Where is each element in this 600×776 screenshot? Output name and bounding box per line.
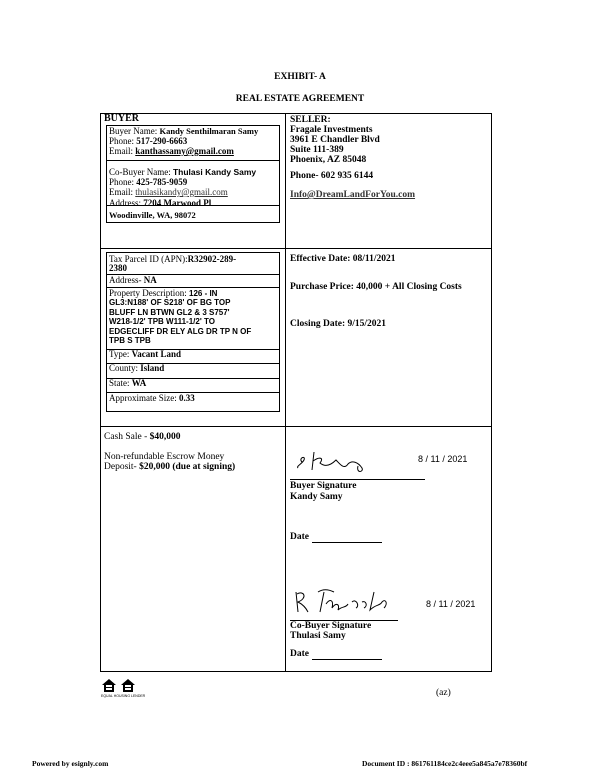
cash-sale-label: Cash Sale -: [104, 432, 148, 442]
apn-line: [109, 254, 236, 264]
property-description-4: W218-1/2' TPB W111-1/2' TO: [109, 317, 215, 326]
initials: (az): [436, 688, 451, 698]
equal-housing-lender-text: EQUAL HOUSING LENDER: [101, 694, 146, 698]
equal-housing-opportunity-icon: [121, 679, 135, 692]
size-value: 0.33: [178, 393, 195, 403]
buyer-phone-label: Phone:: [109, 136, 135, 146]
property-address-line: [109, 275, 157, 285]
cobuyer-signature-image: [290, 584, 400, 618]
buyer-heading: BUYER: [104, 113, 140, 124]
size-label: Approximate Size:: [109, 393, 177, 403]
county-label: County:: [109, 363, 139, 373]
apn-label: Tax Parcel ID (APN):: [109, 254, 188, 264]
cobuyer-name-label: Co-Buyer Name:: [109, 167, 171, 177]
buyer-name-line: [109, 126, 258, 136]
property-description-text: [109, 298, 251, 346]
cobuyer-name-value: Thulasi Kandy Samy: [172, 167, 257, 177]
type-value: Vacant Land: [131, 349, 182, 359]
escrow-deposit-label: Deposit-: [104, 462, 137, 472]
buyer-signature-label: Buyer Signature: [290, 481, 357, 491]
buyer-name-value: Kandy Senthilmaran Samy: [159, 126, 259, 136]
buyer-address-label: Address:: [109, 198, 141, 208]
seller-city: Phoenix, AZ 85048: [290, 155, 367, 165]
effective-date: Effective Date: 08/11/2021: [290, 254, 396, 264]
type-line: [109, 349, 181, 359]
buyer-email-line: [109, 146, 234, 156]
closing-date: Closing Date: 9/15/2021: [290, 319, 387, 329]
state-label: State:: [109, 378, 130, 388]
cobuyer-phone-line: [109, 177, 187, 187]
purchase-price: Purchase Price: 40,000 + All Closing Costs: [290, 282, 462, 292]
buyer-address-line: [109, 198, 211, 208]
buyer-address-value: 7204 Marwood Pl: [143, 198, 212, 208]
table-column-divider: [285, 113, 286, 672]
cobuyer-signature-name: Thulasi Samy: [290, 631, 346, 641]
apn-value-1: R32902-289-: [187, 254, 237, 264]
buyer-signature-name: Kandy Samy: [290, 492, 343, 502]
buyer-email-label: Email:: [109, 146, 133, 156]
buyer-phone-value: 517-290-6663: [136, 136, 188, 146]
seller-street: 3961 E Chandler Blvd: [290, 135, 380, 145]
cobuyer-date-label: Date: [290, 649, 309, 659]
equal-housing-logos: [100, 676, 146, 700]
county-line: [109, 363, 164, 373]
cash-sale-line: [104, 432, 181, 442]
buyer-sign-date: 8 / 11 / 2021: [418, 454, 468, 464]
state-line: [109, 378, 146, 388]
escrow-line-1: Non-refundable Escrow Money: [104, 452, 225, 462]
cobuyer-phone-label: Phone:: [109, 177, 135, 187]
buyer-date-label: Date: [290, 532, 309, 542]
seller-email[interactable]: Info@DreamLandForYou.com: [290, 190, 416, 200]
apn-value-2: 2380: [109, 263, 127, 273]
property-address-label: Address-: [109, 275, 142, 285]
buyer-date-line: [312, 542, 382, 543]
property-description-2: GL3:N188' OF S218' OF BG TOP: [109, 298, 231, 307]
property-description-3: BLUFF LN BTWN GL2 & 3 S757': [109, 307, 230, 317]
county-value: Island: [140, 363, 165, 373]
buyer-city-value: Woodinville, WA, 98072: [109, 210, 196, 220]
buyer-name-label: Buyer Name:: [109, 126, 158, 136]
buyer-signature-image: [292, 446, 382, 476]
cobuyer-email-label: Email:: [109, 187, 133, 197]
escrow-block: [104, 452, 235, 472]
powered-by[interactable]: Powered by esignly.com: [32, 759, 109, 768]
cobuyer-name-line: [109, 167, 256, 177]
property-description-1: 126 - IN: [189, 289, 218, 298]
size-line: [109, 393, 195, 403]
property-description-6: TPB S TPB: [109, 336, 151, 345]
cobuyer-email-line: [109, 187, 228, 197]
buyer-email-value[interactable]: kanthassamy@gmail.com: [135, 146, 234, 156]
seller-suite: Suite 111-389: [290, 145, 344, 155]
property-description-label: Property Description:: [109, 288, 187, 298]
escrow-line-2: [104, 462, 235, 472]
document-id: Document ID : 861761184ce2c4eee5a845a7e78360bf: [362, 759, 528, 768]
buyer-phone-line: [109, 136, 187, 146]
cobuyer-sign-date: 8 / 11 / 2021: [426, 599, 476, 609]
agreement-title: REAL ESTATE AGREEMENT: [235, 94, 365, 104]
cobuyer-date-line: [312, 659, 382, 660]
cobuyer-phone-value: 425-785-9059: [136, 177, 188, 187]
cobuyer-email-value[interactable]: thulasikandy@gmail.com: [135, 187, 228, 197]
buyer-box-divider-1: [107, 160, 279, 161]
state-value: WA: [131, 378, 147, 388]
escrow-deposit-value: $20,000 (due at signing): [139, 462, 236, 472]
table-row-divider-1: [100, 248, 492, 249]
type-label: Type:: [109, 349, 130, 359]
cobuyer-signature-label: Co-Buyer Signature: [290, 621, 372, 631]
property-description-5: EDGECLIFF DR ELY ALG DR TP N OF: [109, 326, 252, 336]
seller-block: [290, 115, 380, 165]
equal-housing-lender-icon: [102, 679, 116, 692]
buyer-signature-line: [290, 479, 425, 480]
seller-phone: Phone- 602 935 6144: [290, 171, 374, 181]
property-address-value: NA: [143, 275, 157, 285]
seller-name: Fragale Investments: [290, 125, 373, 135]
seller-heading: SELLER:: [290, 115, 331, 125]
cash-sale-value: $40,000: [149, 432, 181, 442]
table-row-divider-2: [100, 426, 492, 427]
exhibit-title: EXHIBIT- A: [274, 72, 326, 82]
